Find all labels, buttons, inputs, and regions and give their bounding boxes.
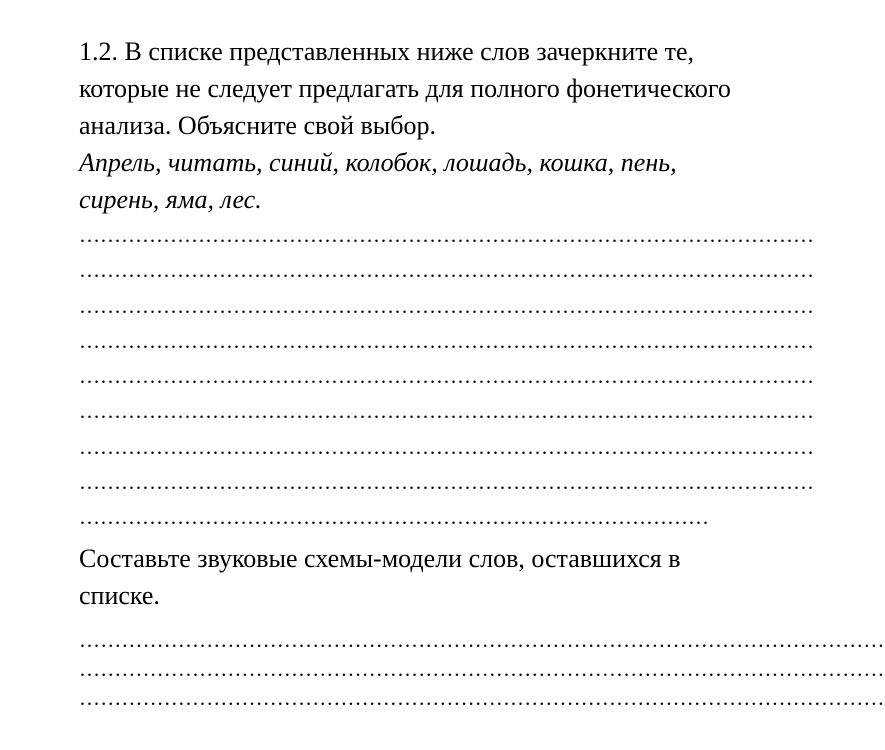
scheme-area <box>79 626 885 713</box>
answer-line: …………………………………………………………………………………………… <box>79 434 814 459</box>
worksheet-page <box>79 33 885 713</box>
answer-line: …………………………………………………………………………………………… <box>79 364 814 389</box>
answer-area <box>79 218 814 536</box>
answer-line: …………………………………………………………………………………………… <box>79 258 814 283</box>
answer-line: …………………………………………………………………………………………… <box>79 293 814 318</box>
answer-line: …………………………………………………………………………………………… <box>79 328 814 353</box>
scheme-line: …………………………………………………………………………………………………… <box>79 656 885 681</box>
answer-line: …………………………………………………………………………………………… <box>79 223 814 247</box>
word-list: Апрель, читать, синий, колобок, лошадь, кошка, пень, сирень, яма, лес. <box>79 148 677 214</box>
scheme-line: …………………………………………………………………………………………………… <box>79 627 885 652</box>
answer-line: …………………………………………………………………………………………… <box>79 470 814 495</box>
second-instruction: Составьте звуковые схемы-модели слов, оставшихся в списке. <box>79 543 681 610</box>
answer-line: ……………………………………………………………………………… <box>79 505 709 530</box>
task-instruction: 1.2. В списке представленных ниже слов зачеркните те, которые не следует предлагать для полного фонетического анализа. Объясните свой выбор. <box>79 37 731 140</box>
answer-line: …………………………………………………………………………………………… <box>79 399 814 424</box>
scheme-line: …………………………………………………………………………………………………… <box>79 685 885 710</box>
